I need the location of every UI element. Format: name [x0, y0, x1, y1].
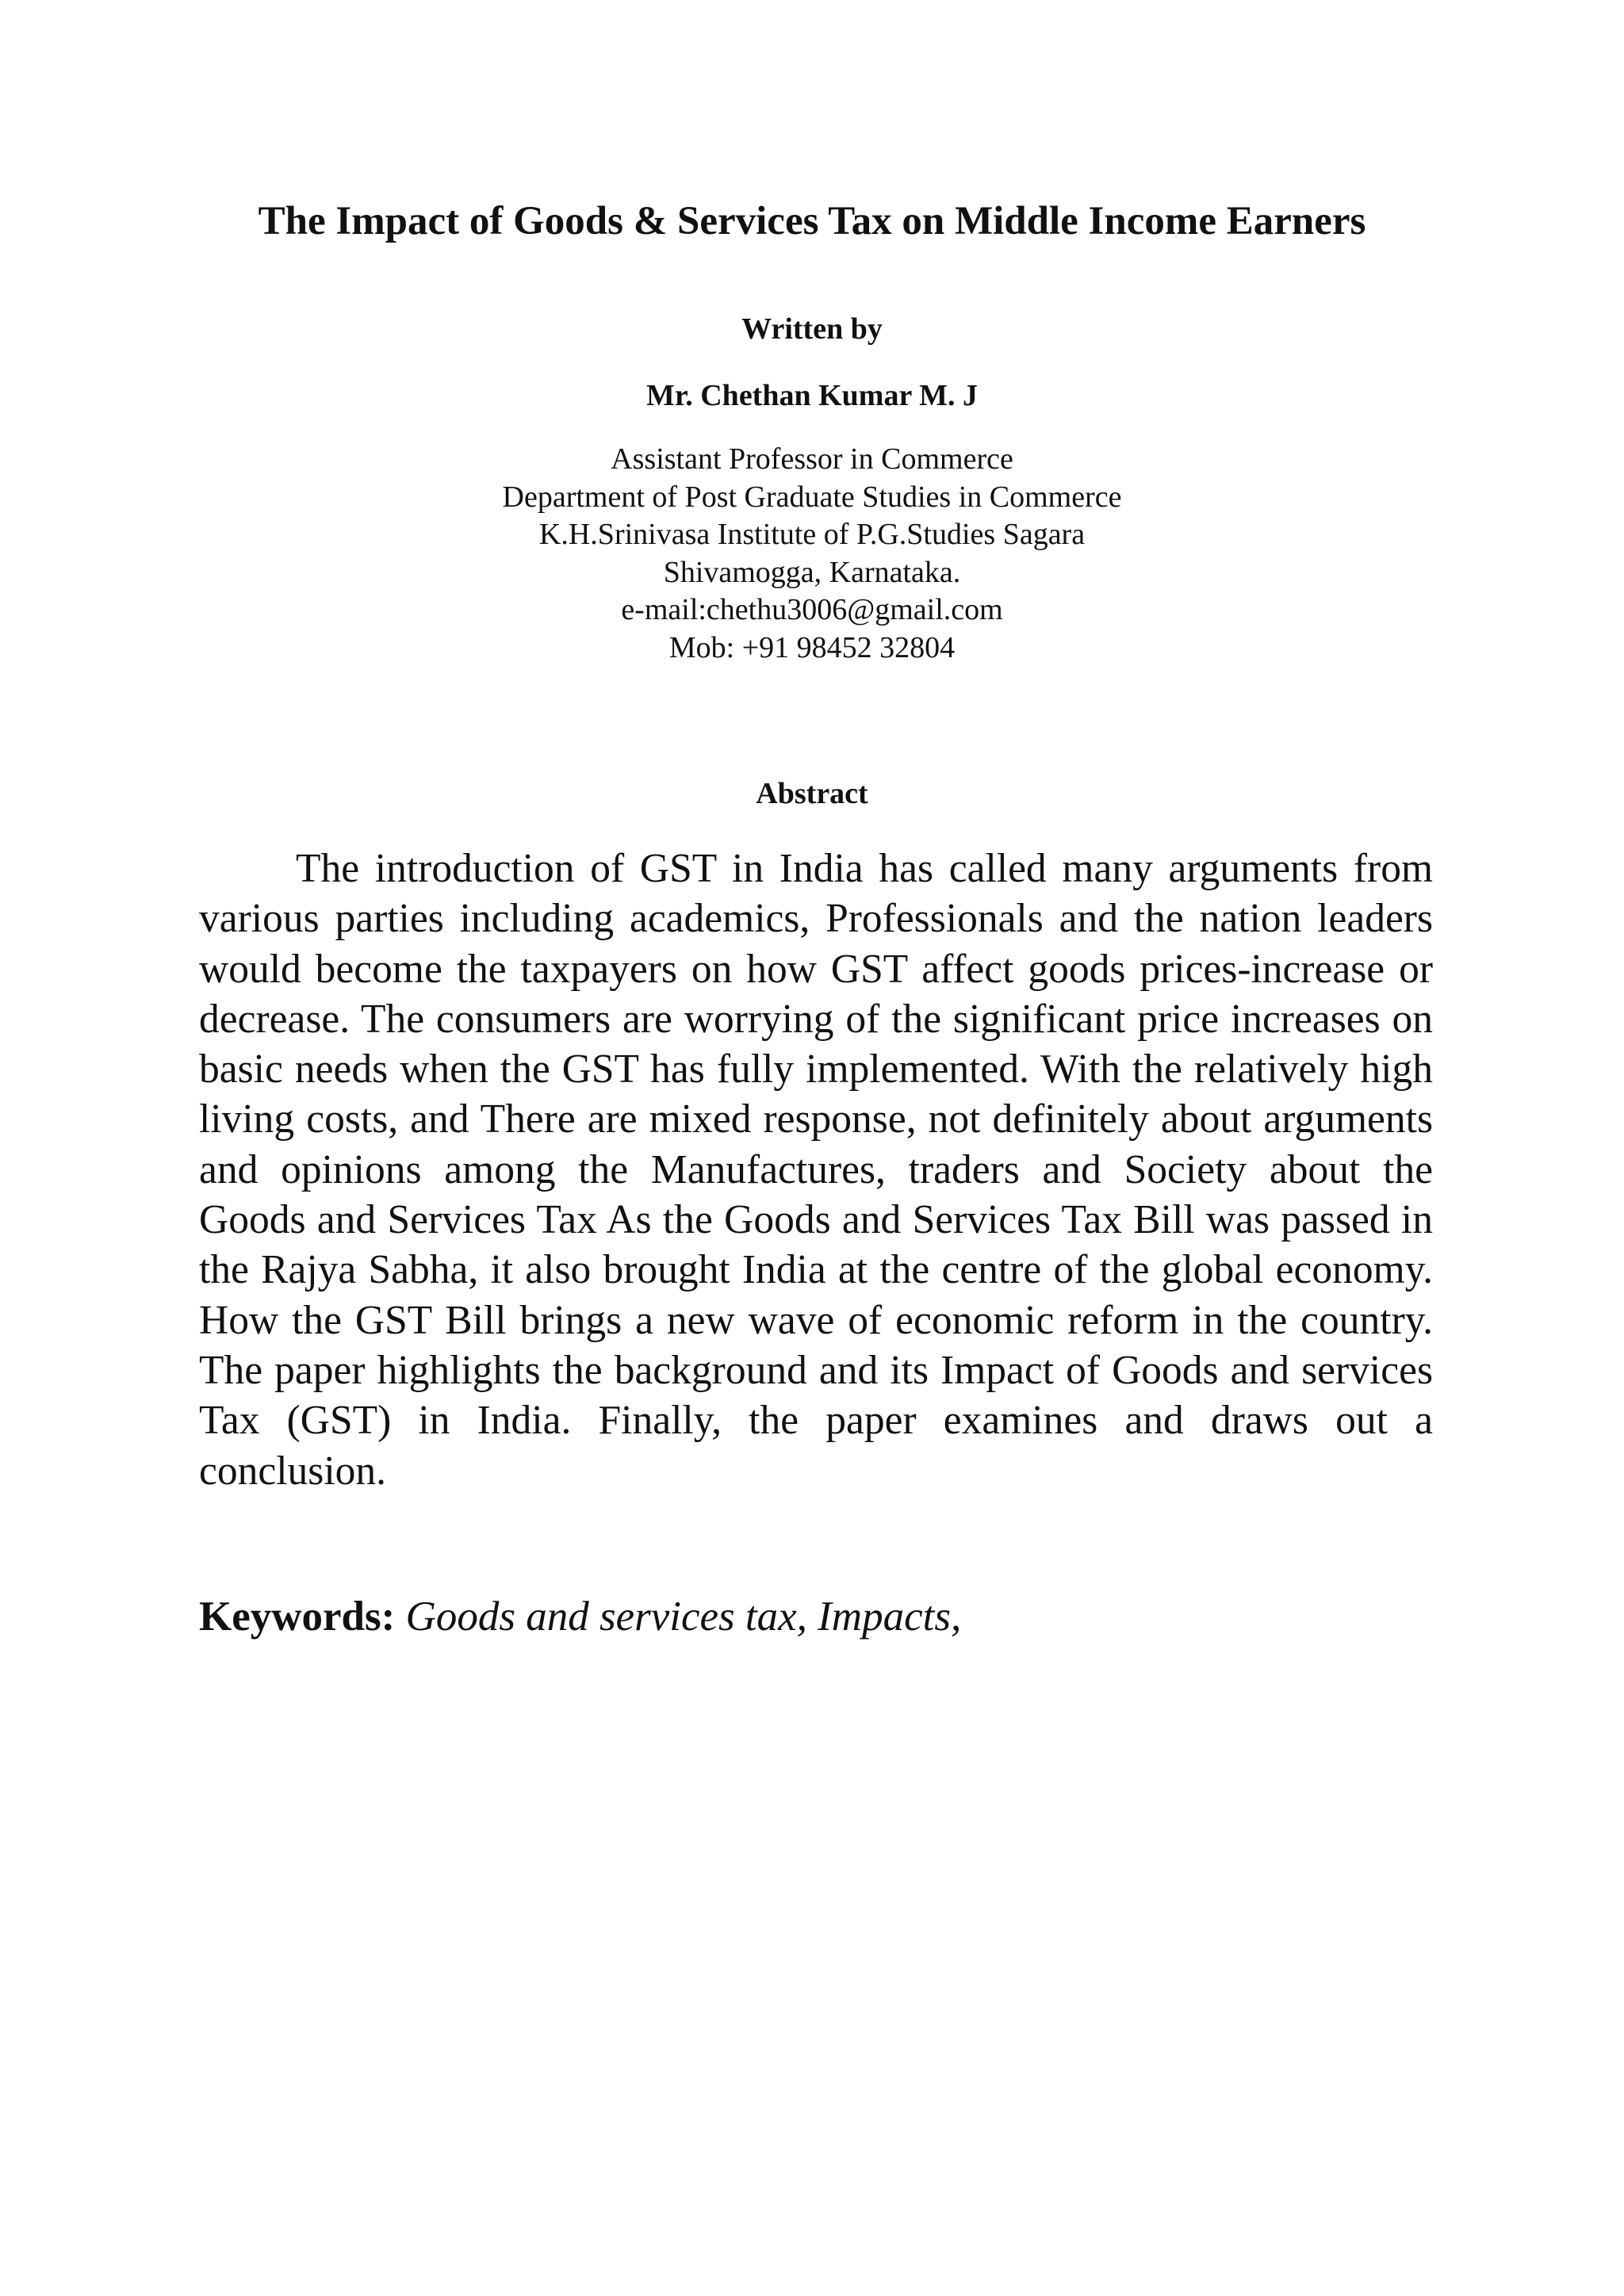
affiliation-line-location: Shivamogga, Karnataka. [663, 555, 961, 589]
abstract-text: The introduction of GST in India has called many arguments from various parties including academics, Professionals and the nation leaders would become the taxpayers on how GST affect goods prices-increase or decrease. The consumers are worrying of the significant price increases on basic needs when the GST has fully implemented. With the relatively high living costs, and There are mixed response, not definitely about arguments and opinions among the Manufactures, traders and Society about the Goods and Services Tax As the Goods and Services Tax Bill was passed in the Rajya Sabha, it also brought India at the centre of the global economy. How the GST Bill brings a new wave of economic reform in the country. The paper highlights the background and its Impact of Goods and services Tax (GST) in India. Finally, the paper examines and draws out a conclusion. [199, 846, 1433, 1494]
affiliation-line-department: Department of Post Graduate Studies in Commerce [502, 480, 1122, 514]
affiliation-line-institute: K.H.Srinivasa Institute of P.G.Studies Sagara [538, 518, 1086, 551]
author-name: Mr. Chethan Kumar M. J [646, 379, 978, 412]
affiliation-line-email: e-mail:chethu3006@gmail.com [621, 593, 1003, 626]
written-by-label: Written by [741, 312, 883, 346]
keywords-line [199, 1589, 1433, 1644]
affiliation-line-position: Assistant Professor in Commerce [611, 442, 1013, 476]
keywords-values: Goods and services tax, Impacts, [405, 1594, 962, 1640]
affiliation-line-phone: Mob: +91 98452 32804 [668, 630, 956, 664]
keywords-label: Keywords: [199, 1594, 396, 1640]
abstract-heading: Abstract [756, 777, 868, 810]
paper-title: The Impact of Goods & Services Tax on Middle Income Earners [258, 199, 1366, 243]
author-affiliation [0, 441, 1624, 667]
